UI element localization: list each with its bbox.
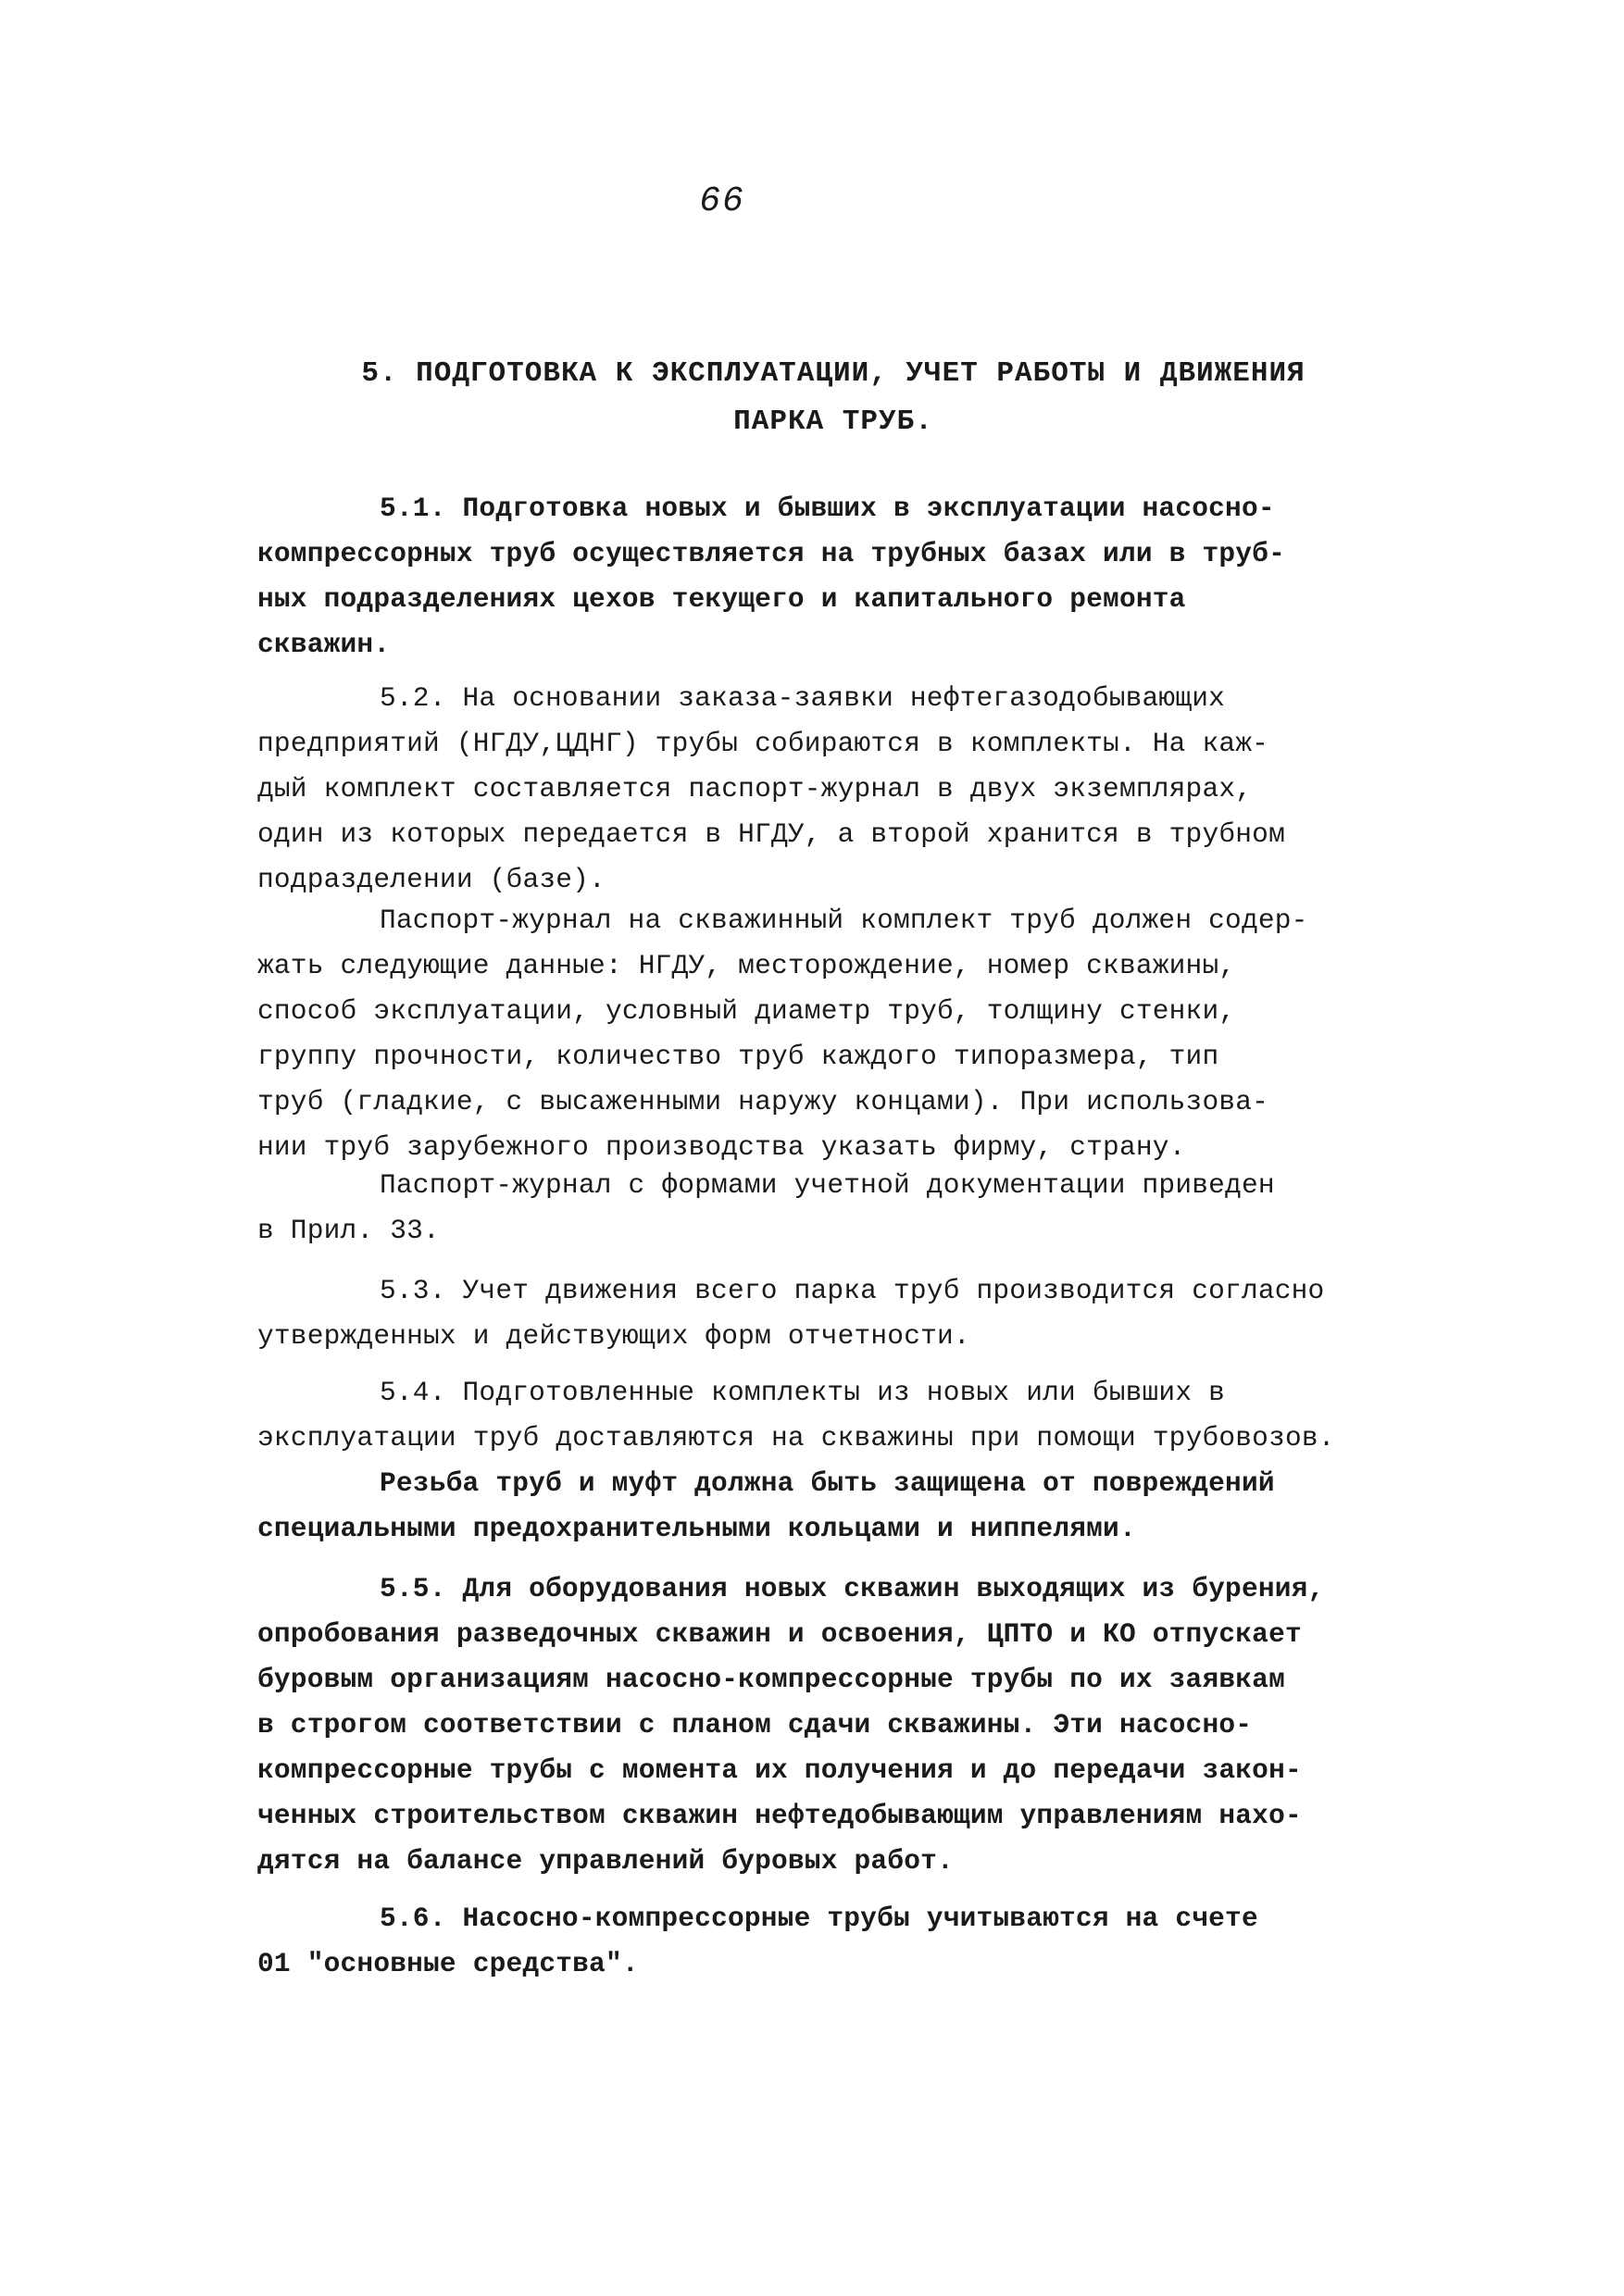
text-line: опробования разведочных скважин и освоения, ЦПТО и КО отпускает <box>257 1618 1302 1650</box>
section-heading <box>315 350 1352 446</box>
text-line: буровым организациям насосно-компрессорные трубы по их заявкам <box>257 1664 1285 1695</box>
text-line: предприятий (НГДУ,ЦДНГ) трубы собираются в комплекты. На каж- <box>257 728 1269 759</box>
heading-line: 5. ПОДГОТОВКА К ЭКСПЛУАТАЦИИ, УЧЕТ РАБОТЫ И ДВИЖЕНИЯ <box>361 357 1305 390</box>
text-line: 5.5. Для оборудования новых скважин выходящих из бурения, <box>380 1573 1325 1604</box>
text-line: дятся на балансе управлений буровых работ. <box>257 1845 954 1877</box>
paragraph-thread-protection <box>257 1461 1424 1552</box>
text-line: компрессорные трубы с момента их получения и до передачи закон- <box>257 1754 1302 1786</box>
paragraph-5-6 <box>257 1896 1424 1987</box>
text-line: 5.3. Учет движения всего парка труб производится согласно <box>380 1275 1325 1306</box>
text-line: труб (гладкие, с высаженными наружу концами). При использова- <box>257 1086 1269 1117</box>
paragraph-5-2 <box>257 676 1424 903</box>
paragraph-5-3 <box>257 1268 1424 1359</box>
text-line: подразделении (базе). <box>257 864 606 895</box>
text-line: в строгом соответствии с планом сдачи скважины. Эти насосно- <box>257 1709 1253 1741</box>
text-line: 5.1. Подготовка новых и бывших в эксплуатации насосно- <box>380 493 1275 524</box>
text-line: группу прочности, количество труб каждого типоразмера, тип <box>257 1041 1219 1072</box>
text-line: жать следующие данные: НГДУ, месторождение, номер скважины, <box>257 950 1236 981</box>
text-line: способ эксплуатации, условный диаметр труб, толщину стенки, <box>257 995 1236 1027</box>
text-line: ченных строительством скважин нефтедобывающим управлениям нахо- <box>257 1800 1302 1831</box>
paragraph-5-5 <box>257 1566 1424 1884</box>
paragraph-5-1 <box>257 486 1424 668</box>
paragraph-5-4 <box>257 1370 1424 1461</box>
text-line: ных подразделениях цехов текущего и капитального ремонта <box>257 583 1186 615</box>
text-line: специальными предохранительными кольцами и ниппелями. <box>257 1513 1136 1544</box>
heading-line: ПАРКА ТРУБ. <box>733 406 933 438</box>
text-line: нии труб зарубежного производства указать фирму, страну. <box>257 1131 1186 1163</box>
text-line: скважин. <box>257 629 391 660</box>
page-number: 66 <box>699 181 745 221</box>
text-line: Паспорт-журнал на скважинный комплект труб должен содер- <box>380 905 1308 936</box>
text-line: 5.4. Подготовленные комплекты из новых или бывших в <box>380 1377 1226 1408</box>
text-line: один из которых передается в НГДУ, а второй хранится в трубном <box>257 818 1285 850</box>
text-line: 01 "основные средства". <box>257 1948 639 1979</box>
text-line: эксплуатации труб доставляются на скважины при помощи трубовозов. <box>257 1422 1335 1454</box>
paragraph-passport-contents <box>257 898 1424 1170</box>
text-line: компрессорных труб осуществляется на трубных базах или в труб- <box>257 538 1285 569</box>
text-line: 5.2. На основании заказа-заявки нефтегазодобывающих <box>380 682 1226 714</box>
text-line: в Прил. 33. <box>257 1215 440 1246</box>
text-line: 5.6. Насосно-компрессорные трубы учитываются на счете <box>380 1903 1258 1934</box>
paragraph-passport-forms <box>257 1163 1424 1254</box>
text-line: Резьба труб и муфт должна быть защищена от повреждений <box>380 1467 1275 1499</box>
text-line: Паспорт-журнал с формами учетной документации приведен <box>380 1169 1275 1201</box>
text-line: дый комплект составляется паспорт-журнал в двух экземплярах, <box>257 773 1253 805</box>
text-line: утвержденных и действующих форм отчетности. <box>257 1320 970 1352</box>
